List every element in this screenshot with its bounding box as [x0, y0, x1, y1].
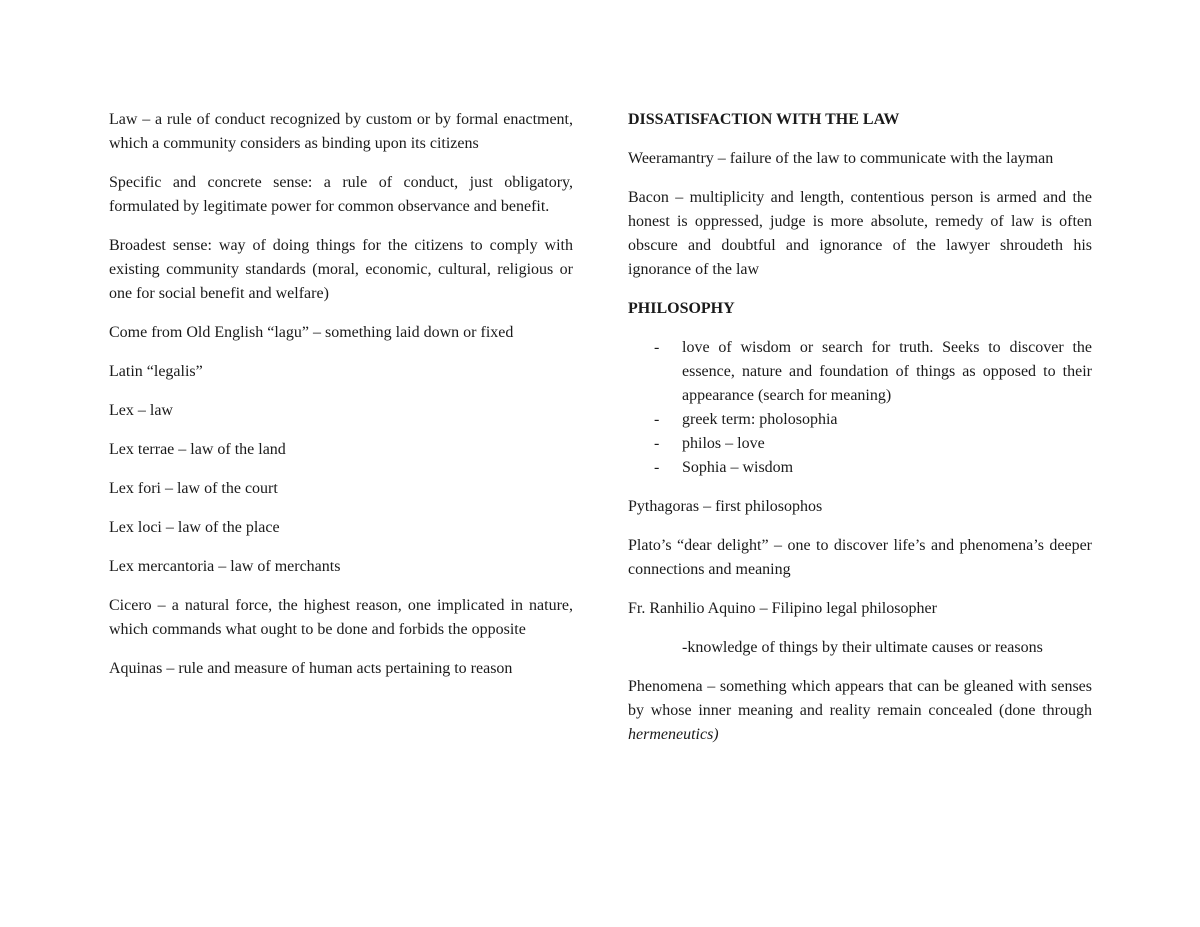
- lex-term: Lex – law: [109, 402, 173, 419]
- list-item: [628, 336, 1092, 408]
- left-column: [109, 108, 573, 696]
- lex-mercantoria-term: Lex mercantoria – law of merchants: [109, 558, 341, 575]
- bacon-paragraph: Bacon – multiplicity and length, contentious person is armed and the honest is oppressed, judge is more absolute, remedy of law is often obscure and doubtful and ignorance of the lawyer shroudeth his ignorance of the law: [628, 189, 1092, 278]
- right-column: [628, 108, 1092, 762]
- section-heading-philosophy: PHILOSOPHY: [628, 300, 735, 317]
- broadest-sense: Broadest sense: way of doing things for the citizens to comply with existing community standards (moral, economic, cultural, religious or one for social benefit and welfare): [109, 237, 573, 302]
- phenomena-text: Phenomena – something which appears that can be gleaned with senses by whose inner meaning and reality remain concealed (done through: [628, 678, 1092, 719]
- aquino-paragraph: Fr. Ranhilio Aquino – Filipino legal philosopher: [628, 600, 937, 617]
- cicero-definition: Cicero – a natural force, the highest reason, one implicated in nature, which commands what ought to be done and forbids the opposite: [109, 597, 573, 638]
- list-item-text: Sophia – wisdom: [682, 459, 794, 476]
- list-dash: -: [654, 411, 660, 428]
- pythagoras-paragraph: Pythagoras – first philosophos: [628, 498, 823, 515]
- list-dash: -: [654, 459, 660, 476]
- phenomena-paragraph: [628, 675, 1092, 747]
- aquinas-definition: Aquinas – rule and measure of human acts pertaining to reason: [109, 660, 513, 677]
- list-item: [628, 408, 1092, 432]
- lex-loci-term: Lex loci – law of the place: [109, 519, 280, 536]
- list-item-text: love of wisdom or search for truth. Seeks to discover the essence, nature and foundation of things as opposed to their appearance (search for meaning): [682, 339, 1092, 404]
- law-definition: Law – a rule of conduct recognized by custom or by formal enactment, which a community considers as binding upon its citizens: [109, 111, 573, 152]
- hermeneutics-term: hermeneutics): [628, 726, 719, 743]
- list-item-text: greek term: pholosophia: [682, 411, 838, 428]
- plato-paragraph: Plato’s “dear delight” – one to discover life’s and phenomena’s deeper connections and meaning: [628, 537, 1092, 578]
- specific-sense: Specific and concrete sense: a rule of conduct, just obligatory, formulated by legitimate power for common observance and benefit.: [109, 174, 573, 215]
- list-item: [628, 432, 1092, 456]
- lex-fori-term: Lex fori – law of the court: [109, 480, 278, 497]
- section-heading-dissatisfaction: DISSATISFACTION WITH THE LAW: [628, 111, 900, 128]
- weeramantry-paragraph: Weeramantry – failure of the law to communicate with the layman: [628, 150, 1054, 167]
- old-english-origin: Come from Old English “lagu” – something laid down or fixed: [109, 324, 514, 341]
- list-dash: -: [654, 339, 660, 356]
- list-dash: -: [654, 435, 660, 452]
- list-item-text: philos – love: [682, 435, 765, 452]
- lex-terrae-term: Lex terrae – law of the land: [109, 441, 286, 458]
- latin-origin: Latin “legalis”: [109, 363, 203, 380]
- knowledge-paragraph: -knowledge of things by their ultimate causes or reasons: [682, 639, 1043, 656]
- philosophy-list: [628, 336, 1092, 480]
- list-item: [628, 456, 1092, 480]
